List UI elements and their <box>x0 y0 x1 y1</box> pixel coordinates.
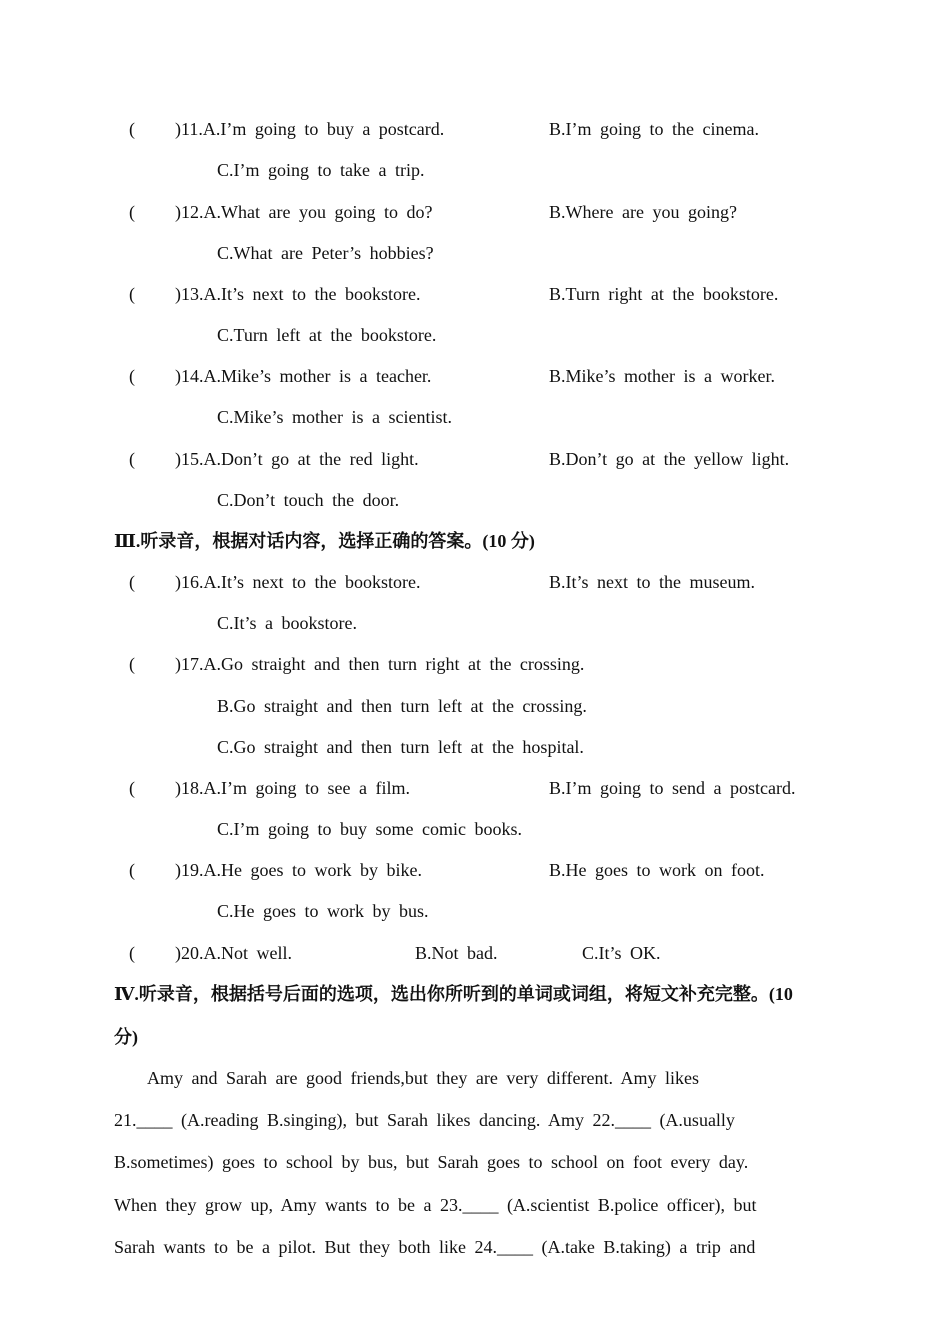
question-14-option-b: B.Mike’s mother is a worker. <box>549 366 775 386</box>
answer-paren: ( <box>129 284 135 304</box>
question-13-option-a: )13.A.It’s next to the bookstore. <box>175 284 421 304</box>
question-17-option-b: B.Go straight and then turn left at the crossing. <box>217 696 587 716</box>
answer-paren: ( <box>129 943 135 963</box>
question-11-option-a: )11.A.I’m going to buy a postcard. <box>175 119 445 139</box>
answer-paren: ( <box>129 202 135 222</box>
section-4-heading: Ⅳ.听录音，根据括号后面的选项，选出你所听到的单词或词组，将短文补充完整。(10 <box>114 984 793 1004</box>
question-13-option-c: C.Turn left at the bookstore. <box>217 325 437 345</box>
passage-line: Amy and Sarah are good friends,but they are very different. Amy likes <box>147 1068 700 1088</box>
question-16-option-b: B.It’s next to the museum. <box>549 572 755 592</box>
answer-paren: ( <box>129 572 135 592</box>
answer-paren: ( <box>129 119 135 139</box>
question-19-option-b: B.He goes to work on foot. <box>549 860 765 880</box>
question-16-option-a: )16.A.It’s next to the bookstore. <box>175 572 421 592</box>
question-18-option-c: C.I’m going to buy some comic books. <box>217 819 522 839</box>
passage-line: Sarah wants to be a pilot. But they both like 24.____ (A.take B.taking) a trip and <box>114 1237 756 1257</box>
passage-line: When they grow up, Amy wants to be a 23.____ (A.scientist B.police officer), but <box>114 1195 757 1215</box>
question-19-option-c: C.He goes to work by bus. <box>217 901 429 921</box>
answer-paren: ( <box>129 366 135 386</box>
passage-line: 21.____ (A.reading B.singing), but Sarah likes dancing. Amy 22.____ (A.usually <box>114 1110 735 1130</box>
question-20-option-b: B.Not bad. <box>415 943 498 963</box>
question-12-option-b: B.Where are you going? <box>549 202 737 222</box>
answer-paren: ( <box>129 860 135 880</box>
question-15-option-a: )15.A.Don’t go at the red light. <box>175 449 419 469</box>
answer-paren: ( <box>129 654 135 674</box>
question-17-option-a: )17.A.Go straight and then turn right at the crossing. <box>175 654 585 674</box>
question-15-option-b: B.Don’t go at the yellow light. <box>549 449 790 469</box>
question-15-option-c: C.Don’t touch the door. <box>217 490 400 510</box>
passage-line: B.sometimes) goes to school by bus, but Sarah goes to school on foot every day. <box>114 1152 749 1172</box>
question-11-option-b: B.I’m going to the cinema. <box>549 119 759 139</box>
question-20-option-c: C.It’s OK. <box>582 943 661 963</box>
question-14-option-c: C.Mike’s mother is a scientist. <box>217 407 452 427</box>
question-19-option-a: )19.A.He goes to work by bike. <box>175 860 422 880</box>
question-20-option-a: )20.A.Not well. <box>175 943 292 963</box>
section-4-heading-cont: 分) <box>114 1027 138 1047</box>
answer-paren: ( <box>129 778 135 798</box>
question-17-option-c: C.Go straight and then turn left at the hospital. <box>217 737 584 757</box>
answer-paren: ( <box>129 449 135 469</box>
question-11-option-c: C.I’m going to take a trip. <box>217 160 425 180</box>
question-13-option-b: B.Turn right at the bookstore. <box>549 284 779 304</box>
question-12-option-c: C.What are Peter’s hobbies? <box>217 243 434 263</box>
question-12-option-a: )12.A.What are you going to do? <box>175 202 433 222</box>
question-18-option-a: )18.A.I’m going to see a film. <box>175 778 410 798</box>
section-3-heading: Ⅲ.听录音，根据对话内容，选择正确的答案。(10 分) <box>114 531 535 551</box>
question-18-option-b: B.I’m going to send a postcard. <box>549 778 796 798</box>
question-14-option-a: )14.A.Mike’s mother is a teacher. <box>175 366 432 386</box>
question-16-option-c: C.It’s a bookstore. <box>217 613 357 633</box>
